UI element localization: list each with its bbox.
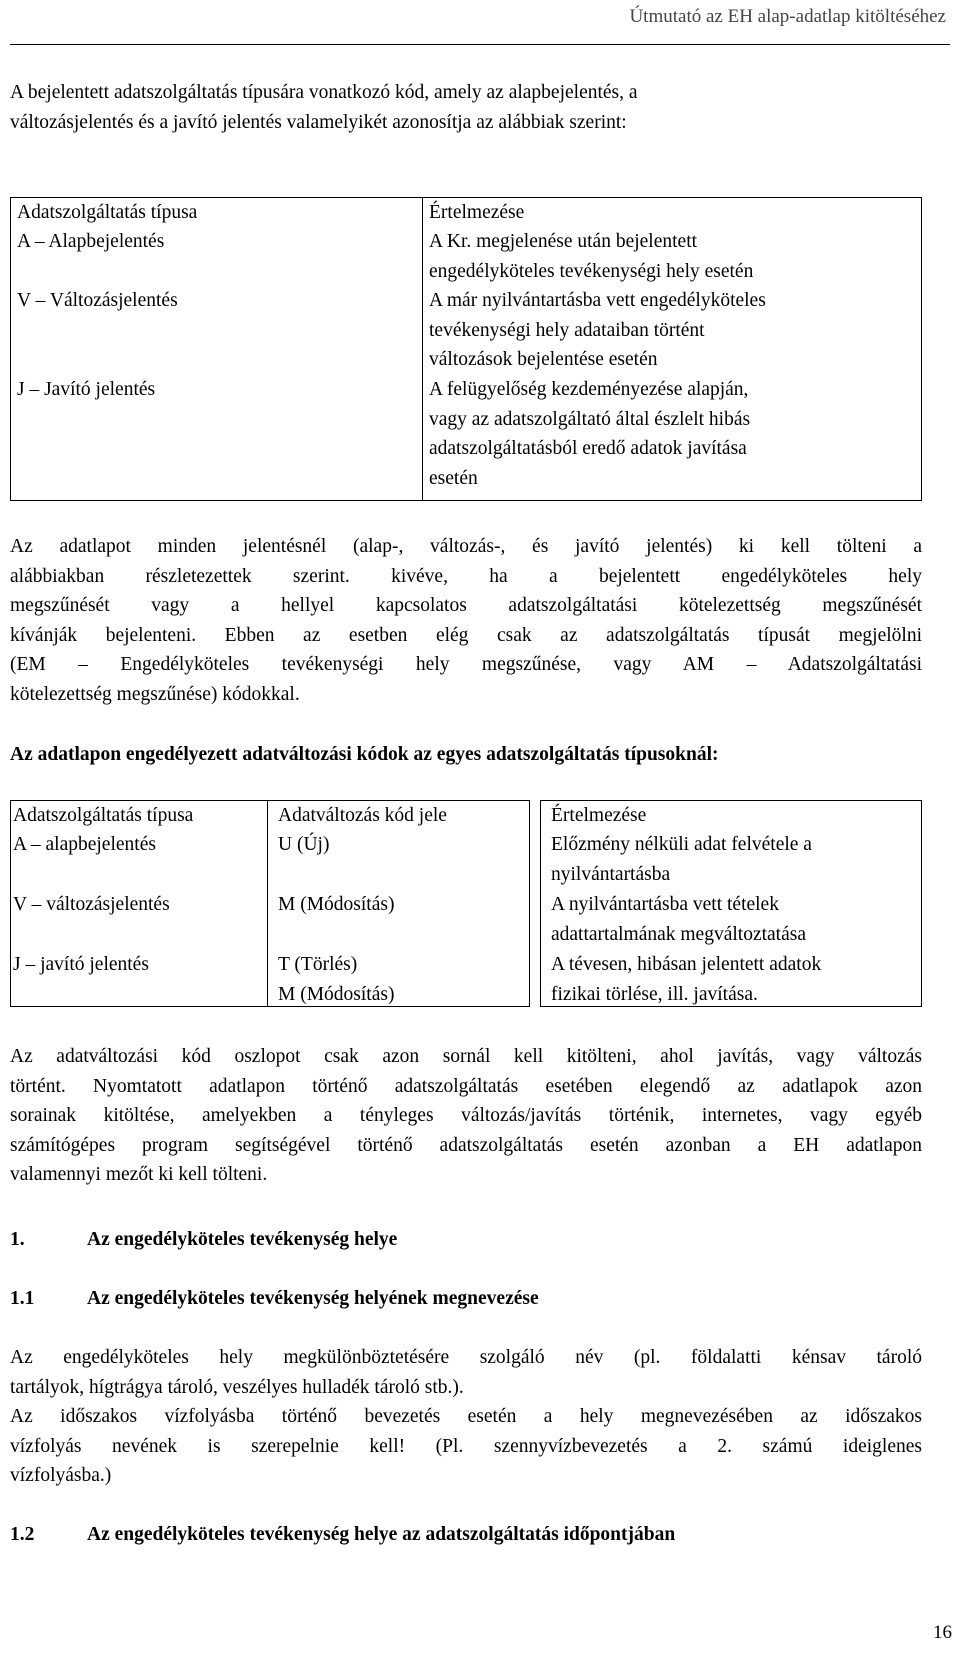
section-heading (10, 1520, 675, 1550)
intro-line: változásjelentés és a javító jelentés valamelyikét azonosítja az alábbiak szerint: (10, 111, 627, 133)
code-line: T (Törlés) (278, 954, 358, 975)
body-paragraph (10, 532, 922, 709)
table-cell-code: M (Módosítás) (278, 894, 395, 915)
meaning-line: engedélyköteles tevékenységi hely esetén (429, 260, 754, 282)
type-column (10, 800, 268, 1007)
paragraph-line: történt. Nyomtatott adatlapon történő adatszolgáltatás esetében elegendő az adatlapok azon (10, 1075, 922, 1097)
paragraph-line: sorainak kitöltése, amelyekben a tényleges változás/javítás történik, internetes, vagy egyéb (10, 1105, 922, 1126)
codes-heading: Az adatlapon engedélyezett adatváltozási kódok az egyes adatszolgáltatás típusoknál: (10, 744, 719, 765)
type-column (10, 197, 423, 501)
table-cell-code (278, 950, 529, 1009)
paragraph-line: alábbiakban részletezettek szerint. kivéve, ha a bejelentett engedélyköteles hely (10, 565, 922, 587)
meaning-column (540, 800, 922, 1007)
body-paragraph (10, 1042, 922, 1190)
meaning-line: tevékenységi hely adataiban történt (429, 319, 705, 341)
table-header-cell: Értelmezése (551, 805, 647, 826)
table-cell-type: A – Alapbejelentés (17, 231, 165, 252)
section-heading (10, 1225, 397, 1255)
paragraph-line: kötelezettség megszűnése) kódokkal. (10, 683, 300, 705)
paragraph-line: Az engedélyköteles hely megkülönböztetésére szolgáló név (pl. földalatti kénsav tároló (10, 1347, 922, 1368)
table-cell-type: J – Javító jelentés (17, 379, 156, 400)
section-heading (10, 1284, 539, 1314)
meaning-line: adatszolgáltatásból eredő adatok javítása (429, 438, 747, 459)
code-column (268, 800, 530, 1007)
meaning-line: nyilvántartásba (551, 863, 671, 885)
paragraph-line: vízfolyásba.) (10, 1465, 112, 1486)
section-number: 1. (10, 1229, 25, 1250)
table-cell-type: V – Változásjelentés (17, 290, 178, 311)
intro-paragraph (10, 78, 922, 137)
meaning-column (423, 197, 922, 501)
change-code-table (10, 800, 922, 1007)
table-cell-type: J – javító jelentés (13, 954, 149, 975)
paragraph-line: megszűnését vagy a hellyel kapcsolatos adatszolgáltatási kötelezettség megszűnését (10, 595, 922, 616)
body-paragraph (10, 1402, 922, 1491)
table-cell-type: A – alapbejelentés (13, 834, 156, 855)
table-cell-meaning (551, 950, 921, 1009)
paragraph-line: valamennyi mezőt ki kell tölteni. (10, 1164, 268, 1185)
meaning-line: vagy az adatszolgáltató által észlelt hibás (429, 408, 751, 430)
section-title: Az engedélyköteles tevékenység helye (87, 1229, 398, 1250)
table-cell-meaning (429, 286, 917, 375)
paragraph-line: Az adatlapot minden jelentésnél (alap-, változás-, és javító jelentés) ki kell tölteni a (10, 536, 922, 557)
intro-line: A bejelentett adatszolgáltatás típusára vonatkozó kód, amely az alapbejelentés, a (10, 82, 638, 103)
table-cell-type: V – változásjelentés (13, 894, 170, 915)
meaning-line: Előzmény nélküli adat felvétele a (551, 834, 812, 855)
meaning-line: esetén (429, 467, 478, 489)
table-cell-meaning (551, 830, 921, 889)
section-title: Az engedélyköteles tevékenység helyének megnevezése (87, 1288, 539, 1309)
meaning-line: A felügyelőség kezdeményezése alapján, (429, 379, 749, 400)
paragraph-line: tartályok, hígtrágya tároló, veszélyes hulladék tároló stb.). (10, 1376, 464, 1398)
table-header-cell: Adatszolgáltatás típusa (17, 202, 198, 223)
meaning-line: adattartalmának megváltoztatása (551, 923, 806, 945)
paragraph-line: Az időszakos vízfolyásba történő bevezetés esetén a hely megnevezésében az időszakos (10, 1406, 922, 1427)
paragraph-line: számítógépes program segítségével történő adatszolgáltatás esetén azonban a EH adatlapon (10, 1134, 922, 1156)
meaning-line: A tévesen, hibásan jelentett adatok (551, 954, 822, 975)
table-cell-meaning (429, 375, 917, 493)
table-cell-meaning (551, 890, 921, 949)
section-title: Az engedélyköteles tevékenység helye az adatszolgáltatás időpontjában (87, 1524, 676, 1545)
paragraph-line: vízfolyás nevének is szerepelnie kell! (Pl. szennyvízbevezetés a 2. számú ideiglenes (10, 1435, 922, 1457)
table-cell-meaning (429, 227, 917, 286)
table-header-cell: Adatváltozás kód jele (278, 805, 447, 826)
paragraph-line: kívánják bejelenteni. Ebben az esetben elég csak az adatszolgáltatás típusát megjelölni (10, 624, 922, 646)
meaning-line: A nyilvántartásba vett tételek (551, 894, 779, 915)
body-paragraph (10, 1343, 922, 1402)
table-header-cell: Értelmezése (429, 202, 525, 223)
section-number: 1.2 (10, 1524, 35, 1545)
page-number: 16 (933, 1622, 952, 1643)
meaning-line: fizikai törlése, ill. javítása. (551, 983, 758, 1005)
running-header: Útmutató az EH alap-adatlap kitöltéséhez (629, 6, 946, 27)
section-number: 1.1 (10, 1288, 35, 1309)
table-header-cell: Adatszolgáltatás típusa (13, 805, 194, 826)
meaning-line: A már nyilvántartásba vett engedélyköteles (429, 290, 766, 311)
meaning-line: A Kr. megjelenése után bejelentett (429, 231, 698, 252)
paragraph-line: Az adatváltozási kód oszlopot csak azon sornál kell kitölteni, ahol javítás, vagy változás (10, 1046, 922, 1067)
meaning-line: változások bejelentése esetén (429, 349, 658, 370)
code-line: M (Módosítás) (278, 983, 395, 1005)
table-cell-code: U (Új) (278, 834, 330, 855)
paragraph-line: (EM – Engedélyköteles tevékenységi hely megszűnése, vagy AM – Adatszolgáltatási (10, 654, 922, 675)
report-type-table (10, 197, 922, 501)
header-rule (10, 44, 950, 45)
